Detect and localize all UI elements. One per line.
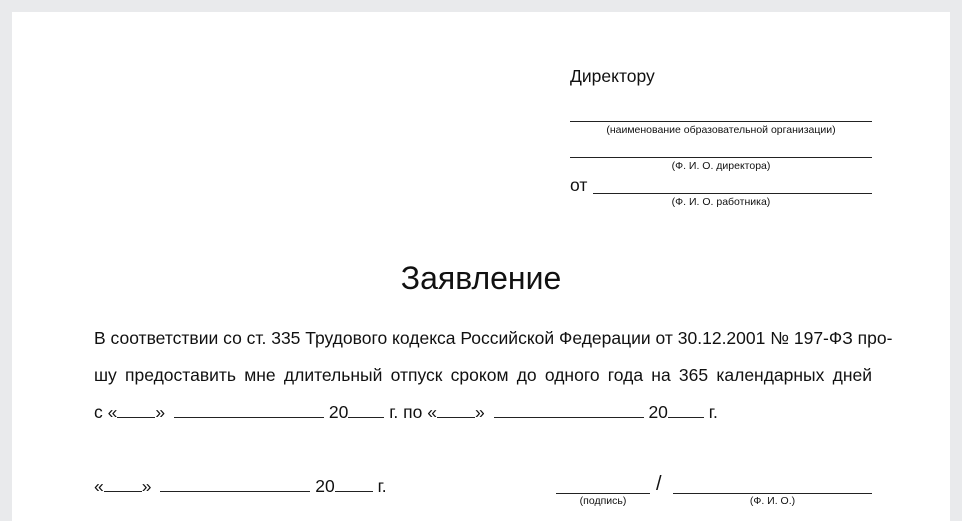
start-day-close: » <box>155 402 166 422</box>
name-line <box>673 493 872 494</box>
signature-caption: (подпись) <box>579 495 627 507</box>
end-year-prefix: 20 <box>648 402 668 422</box>
director-name-line <box>570 157 872 158</box>
employee-name-line <box>593 193 872 194</box>
employee-name-caption: (Ф. И. О. работника) <box>671 196 771 208</box>
start-day-blank <box>117 401 155 418</box>
from-label: от <box>570 175 588 195</box>
footer-year-blank <box>335 475 373 492</box>
footer-year-prefix: 20 <box>315 476 335 496</box>
body-line-2: шу предоставить мне длительный отпуск сроком до одного года на 365 календарных дней <box>94 365 872 385</box>
end-month-blank <box>494 401 644 418</box>
document-title: Заявление <box>400 260 562 296</box>
signature-line <box>556 493 650 494</box>
end-year-suffix: г. <box>708 402 718 422</box>
org-name-line <box>570 121 872 122</box>
name-caption: (Ф. И. О.) <box>749 495 796 507</box>
end-year-blank <box>668 401 704 418</box>
start-year-prefix: 20 <box>328 402 349 422</box>
start-year-blank <box>348 401 384 418</box>
org-name-caption: (наименование образовательной организации) <box>606 124 836 136</box>
to-word: г. по « <box>389 402 437 422</box>
footer-day-blank <box>104 475 142 492</box>
footer-quote-close: » <box>141 476 152 496</box>
director-name-caption: (Ф. И. О. директора) <box>671 160 771 172</box>
start-day-open: с « <box>94 402 118 422</box>
body-line-3 <box>94 401 872 423</box>
end-day-blank <box>437 401 475 418</box>
footer-year-suffix: г. <box>377 476 387 496</box>
body-line-1: В соответствии со ст. 335 Трудового кодекса Российской Федерации от 30.12.2001 № 197-ФЗ про- <box>94 328 893 348</box>
footer-date <box>94 475 387 497</box>
start-month-blank <box>174 401 324 418</box>
end-day-close: » <box>474 402 485 422</box>
signature-slash: / <box>656 473 662 495</box>
footer-month-blank <box>160 475 310 492</box>
application-sheet <box>12 12 950 521</box>
to-director-label: Директору <box>570 66 655 86</box>
footer-quote-open: « <box>94 476 104 496</box>
